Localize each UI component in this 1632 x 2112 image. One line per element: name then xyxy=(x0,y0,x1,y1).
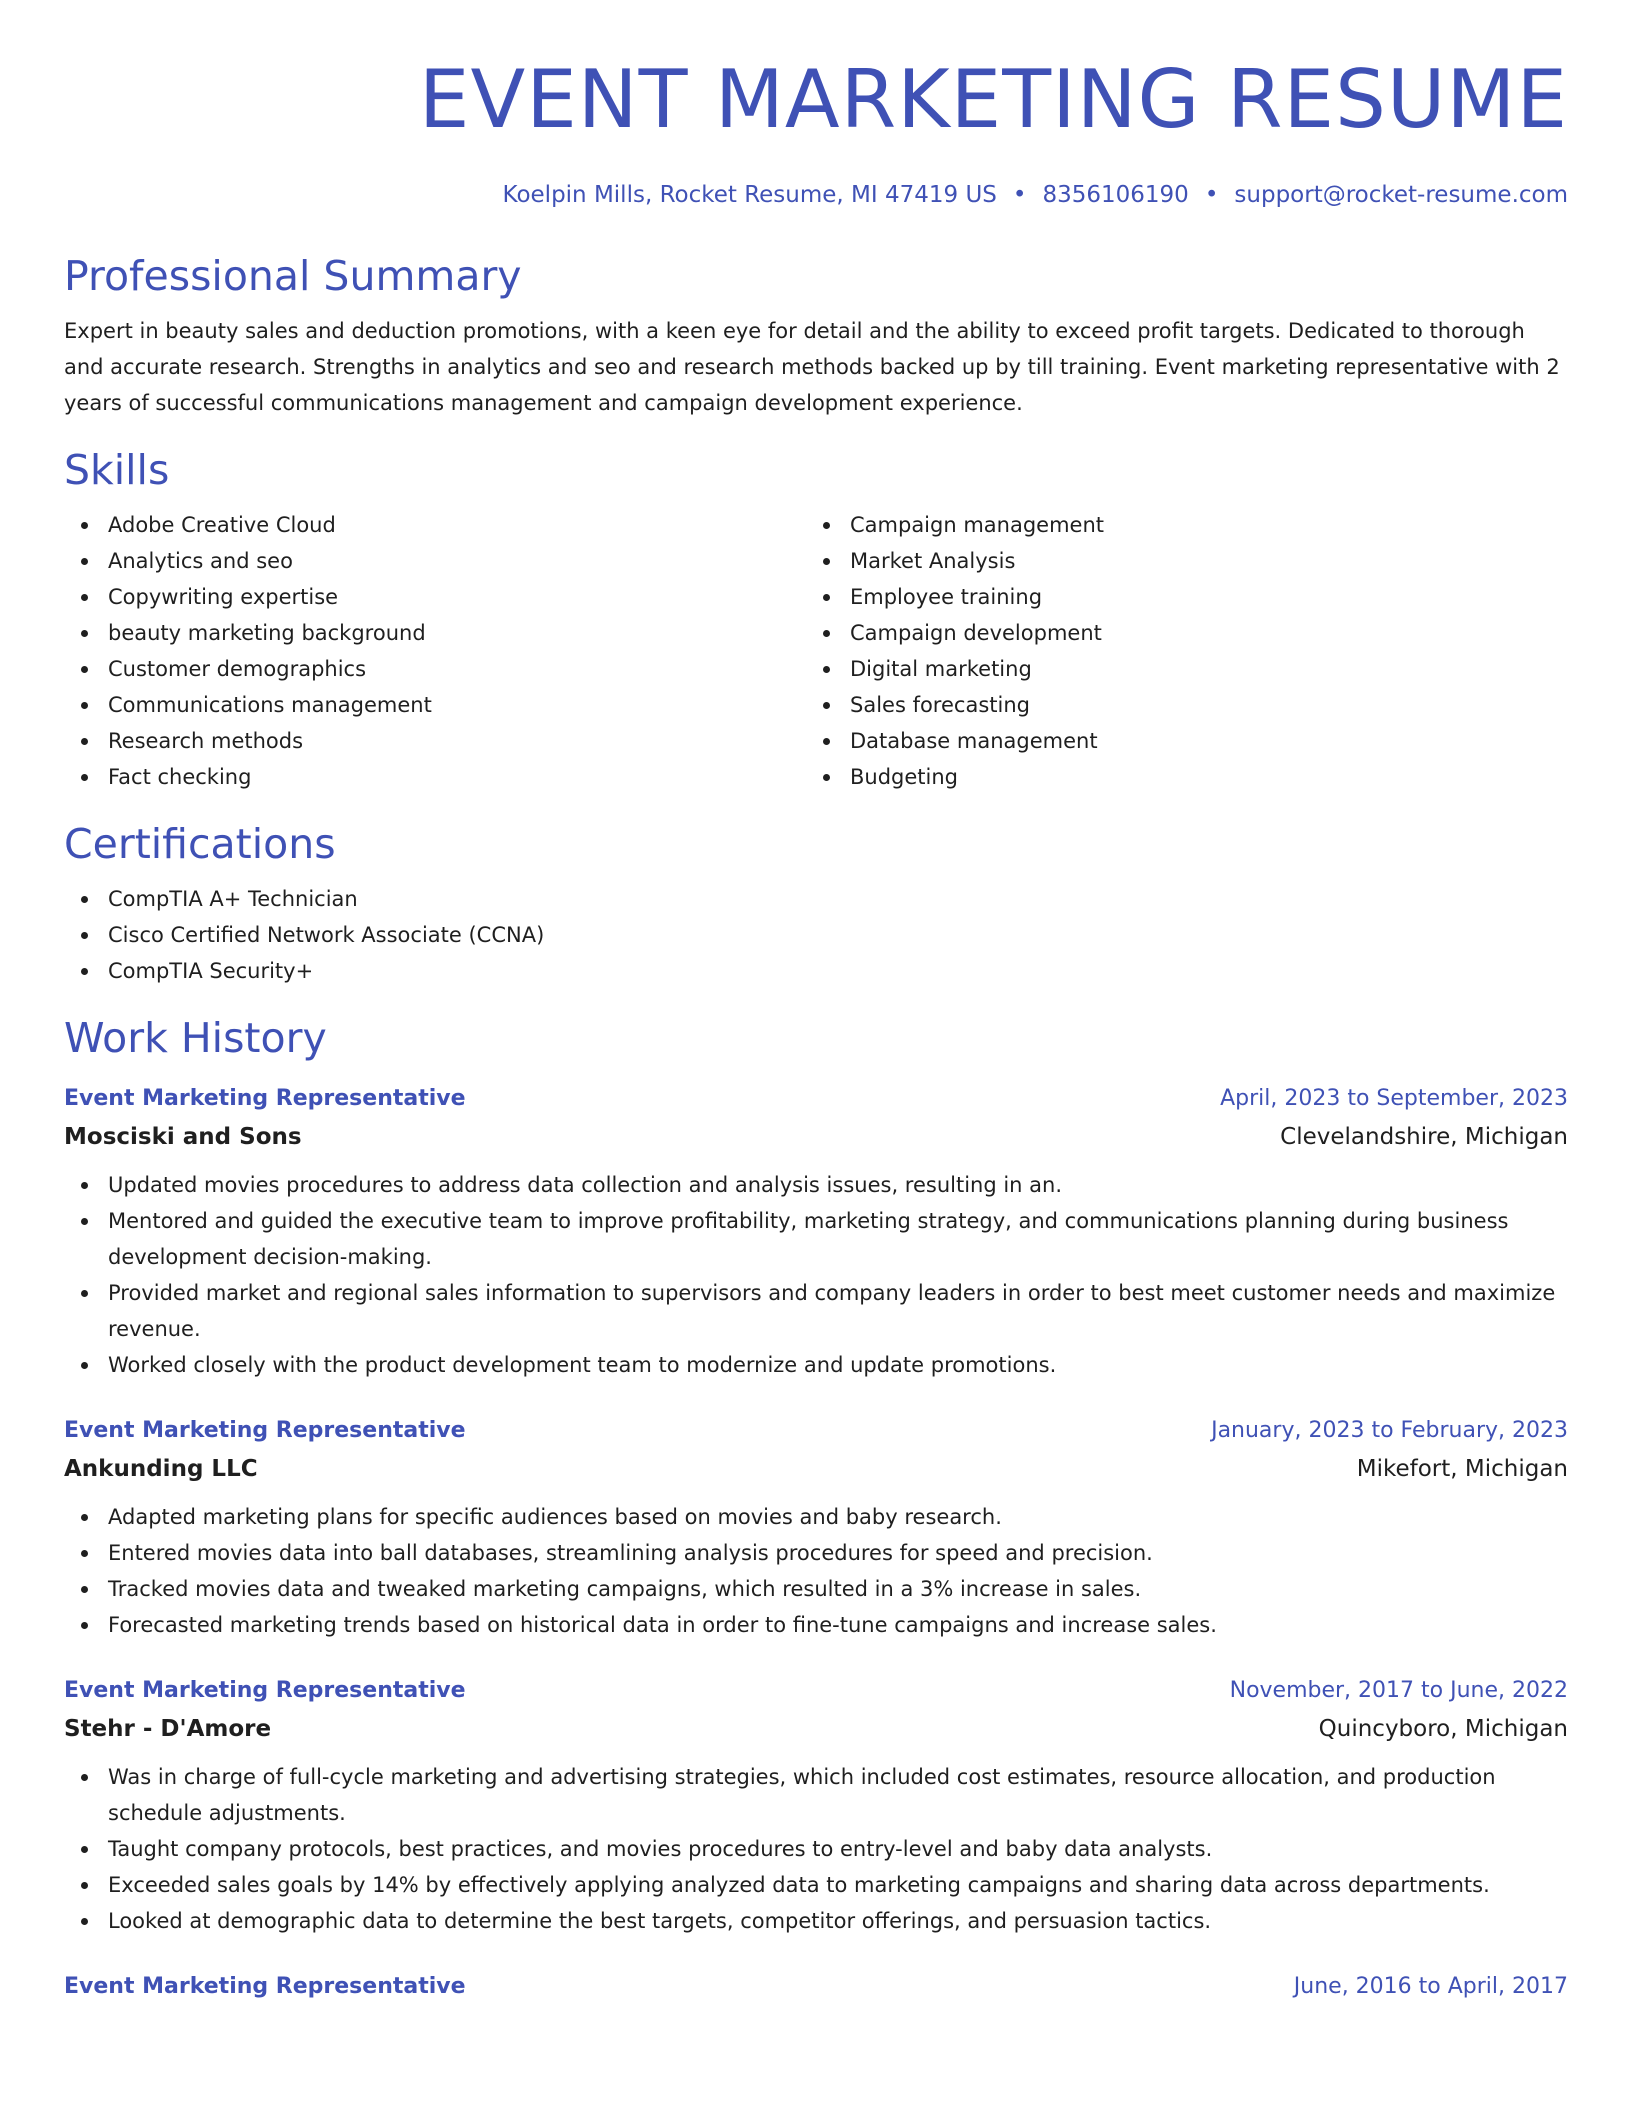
skill-item: Employee training xyxy=(806,579,1548,615)
skill-item: Budgeting xyxy=(806,759,1548,795)
contact-email[interactable]: support@rocket-resume.com xyxy=(1234,182,1568,208)
job-title: Event Marketing Representative xyxy=(64,1086,466,1111)
skill-item: Sales forecasting xyxy=(806,687,1548,723)
job-bullets xyxy=(64,1759,1568,1939)
job-company-row xyxy=(64,1117,1568,1157)
job-bullet: Adapted marketing plans for specific audiences based on movies and baby research. xyxy=(64,1499,1568,1535)
skill-item: Market Analysis xyxy=(806,543,1548,579)
work-history-heading: Work History xyxy=(64,1014,327,1062)
job-dates: June, 2016 to April, 2017 xyxy=(1293,1974,1568,1999)
skills-left-column xyxy=(64,507,806,795)
job-bullet: Forecasted marketing trends based on historical data in order to fine-tune campaigns and increase sales. xyxy=(64,1607,1568,1643)
contact-separator: • xyxy=(1204,182,1219,208)
summary-heading: Professional Summary xyxy=(64,252,522,300)
job-dates: April, 2023 to September, 2023 xyxy=(1220,1086,1568,1111)
job-location: Mikefort, Michigan xyxy=(1356,1456,1568,1482)
job-entry xyxy=(64,1081,1568,1383)
resume-header xyxy=(64,0,1568,210)
skill-item: Adobe Creative Cloud xyxy=(64,507,806,543)
job-company-row xyxy=(64,1709,1568,1749)
job-title-row xyxy=(64,1969,1568,2005)
skill-item: Campaign development xyxy=(806,615,1548,651)
skills-grid xyxy=(64,507,1568,795)
job-bullet: Looked at demographic data to determine the best targets, competitor offerings, and persuasion tactics. xyxy=(64,1903,1568,1939)
job-company-row xyxy=(64,1449,1568,1489)
skill-item: beauty marketing background xyxy=(64,615,806,651)
contact-separator: • xyxy=(1012,182,1027,208)
skill-item: Fact checking xyxy=(64,759,806,795)
certification-item: CompTIA A+ Technician xyxy=(64,881,1568,917)
certifications-heading: Certifications xyxy=(64,820,336,868)
skill-item: Database management xyxy=(806,723,1548,759)
skill-item: Communications management xyxy=(64,687,806,723)
job-entry xyxy=(64,1413,1568,1643)
resume-title: EVENT MARKETING RESUME xyxy=(418,53,1568,146)
job-location: Quincyboro, Michigan xyxy=(1318,1716,1568,1742)
job-dates: November, 2017 to June, 2022 xyxy=(1229,1678,1568,1703)
skill-item: Research methods xyxy=(64,723,806,759)
job-entry xyxy=(64,1673,1568,1939)
job-title-row xyxy=(64,1081,1568,1117)
job-bullet: Taught company protocols, best practices, and movies procedures to entry-level and baby data analysts. xyxy=(64,1831,1568,1867)
job-bullet: Provided market and regional sales information to supervisors and company leaders in order to best meet customer needs and maximize revenue. xyxy=(64,1275,1568,1347)
skill-item: Campaign management xyxy=(806,507,1548,543)
job-bullet: Tracked movies data and tweaked marketing campaigns, which resulted in a 3% increase in sales. xyxy=(64,1571,1568,1607)
contact-line xyxy=(64,180,1568,210)
contact-address: Koelpin Mills, Rocket Resume, MI 47419 US xyxy=(502,182,997,208)
job-location: Clevelandshire, Michigan xyxy=(1280,1124,1568,1150)
job-title: Event Marketing Representative xyxy=(64,1974,466,1999)
summary-text: Expert in beauty sales and deduction promotions, with a keen eye for detail and the ability to exceed profit targets. Dedicated to thorough and accurate research. Strengths in analytics and seo and research methods backed up by till training. Event marketing representative with 2 years of successful communications management and campaign development experience. xyxy=(64,319,1560,415)
job-bullets xyxy=(64,1499,1568,1643)
skill-item: Analytics and seo xyxy=(64,543,806,579)
job-company: Stehr - D'Amore xyxy=(64,1716,272,1742)
job-bullet: Exceeded sales goals by 14% by effectively applying analyzed data to marketing campaigns and sharing data across departments. xyxy=(64,1867,1568,1903)
resume-page xyxy=(64,0,1568,2005)
skill-item: Customer demographics xyxy=(64,651,806,687)
certification-item: CompTIA Security+ xyxy=(64,953,1568,989)
job-bullet: Was in charge of full-cycle marketing and advertising strategies, which included cost estimates, resource allocation, and production schedule adjustments. xyxy=(64,1759,1568,1831)
skills-right-column xyxy=(806,507,1548,795)
contact-phone: 8356106190 xyxy=(1042,182,1189,208)
job-title-row xyxy=(64,1413,1568,1449)
job-company: Mosciski and Sons xyxy=(64,1124,302,1150)
job-title-row xyxy=(64,1673,1568,1709)
job-bullet: Mentored and guided the executive team to improve profitability, marketing strategy, and communications planning during business development decision-making. xyxy=(64,1203,1568,1275)
job-bullet: Updated movies procedures to address data collection and analysis issues, resulting in an. xyxy=(64,1167,1568,1203)
job-entry xyxy=(64,1969,1568,2005)
certifications-list xyxy=(64,881,1568,989)
job-bullet: Worked closely with the product development team to modernize and update promotions. xyxy=(64,1347,1568,1383)
job-bullets xyxy=(64,1167,1568,1383)
job-company: Ankunding LLC xyxy=(64,1456,258,1482)
job-dates: January, 2023 to February, 2023 xyxy=(1211,1418,1568,1443)
skill-item: Digital marketing xyxy=(806,651,1548,687)
certification-item: Cisco Certified Network Associate (CCNA) xyxy=(64,917,1568,953)
job-title: Event Marketing Representative xyxy=(64,1418,466,1443)
job-title: Event Marketing Representative xyxy=(64,1678,466,1703)
skill-item: Copywriting expertise xyxy=(64,579,806,615)
skills-heading: Skills xyxy=(64,446,170,494)
job-bullet: Entered movies data into ball databases, streamlining analysis procedures for speed and precision. xyxy=(64,1535,1568,1571)
